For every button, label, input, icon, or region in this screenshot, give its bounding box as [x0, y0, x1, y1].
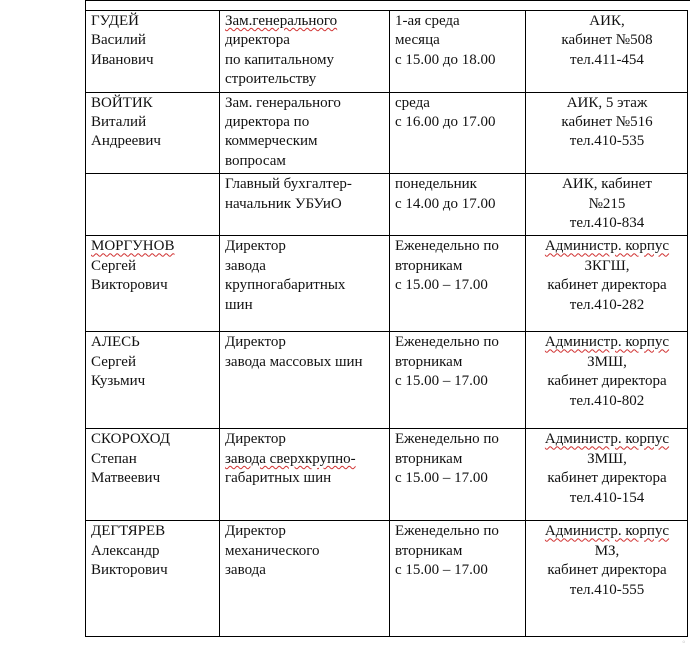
position-line: механического — [225, 542, 320, 559]
time-line: с 15.00 – 17.00 — [395, 562, 488, 579]
reception-time-cell — [390, 332, 526, 429]
name-line: Виталий — [91, 114, 147, 131]
location-cell — [526, 236, 688, 332]
time-line: вторникам — [395, 542, 463, 559]
position-line: Директор — [225, 334, 286, 351]
position-line: Зам.генерального — [225, 13, 338, 29]
place-line: ЗМШ, — [587, 353, 627, 370]
table-row — [86, 174, 688, 236]
position-line: Директор — [225, 523, 286, 540]
table-row — [86, 11, 688, 93]
place-line: кабинет №508 — [561, 32, 653, 49]
place-line: кабинет директора — [547, 562, 667, 579]
name-line: Андреевич — [91, 133, 161, 150]
person-name-cell — [86, 174, 220, 236]
name-line: Сергей — [91, 257, 136, 274]
location-cell — [526, 92, 688, 174]
name-line: Сергей — [91, 353, 136, 370]
place-line: тел.410-282 — [569, 296, 645, 313]
position-line: крупногабаритных — [225, 277, 346, 294]
name-line: ГУДЕЙ — [91, 13, 140, 29]
place-line: тел.410-535 — [569, 133, 645, 150]
position-cell — [220, 521, 390, 637]
person-name-cell — [86, 11, 220, 93]
reception-time-cell — [390, 236, 526, 332]
position-cell — [220, 92, 390, 174]
time-line: с 14.00 до 17.00 — [395, 195, 496, 212]
place-line: кабинет директора — [547, 470, 667, 487]
page-top-rule — [85, 0, 690, 1]
reception-time-cell — [390, 92, 526, 174]
location-cell — [526, 11, 688, 93]
time-line: понедельник — [395, 176, 477, 193]
time-line: с 16.00 до 17.00 — [395, 114, 496, 131]
time-line: Еженедельно по — [395, 334, 499, 351]
location-cell — [526, 174, 688, 236]
position-line: завода массовых шин — [225, 353, 363, 370]
time-line: с 15.00 до 18.00 — [395, 51, 496, 68]
time-line: с 15.00 – 17.00 — [395, 277, 488, 294]
position-line: директора по — [225, 114, 310, 131]
location-cell — [526, 332, 688, 429]
time-line: Еженедельно по — [395, 523, 499, 540]
position-line: Главный бухгалтер- — [225, 176, 352, 193]
place-line: Администр. корпус — [544, 431, 670, 448]
place-line: Администр. корпус — [544, 334, 670, 351]
position-line: коммерческим — [225, 133, 318, 150]
person-name-cell — [86, 236, 220, 332]
position-cell — [220, 11, 390, 93]
location-cell — [526, 429, 688, 521]
position-line: завода — [225, 562, 266, 579]
position-cell — [220, 332, 390, 429]
person-name-cell — [86, 521, 220, 637]
name-line: Матвеевич — [91, 470, 161, 487]
position-cell — [220, 429, 390, 521]
place-line: тел.410-555 — [569, 581, 645, 598]
place-line: Администр. корпус — [544, 238, 670, 255]
time-line: Еженедельно по — [395, 431, 499, 448]
name-line: МОРГУНОВ — [91, 238, 175, 255]
table-row — [86, 521, 688, 637]
position-line: габаритных шин — [225, 470, 332, 487]
time-line: 1-ая среда — [395, 13, 460, 29]
time-line: с 15.00 – 17.00 — [395, 373, 488, 390]
name-line: Степан — [91, 450, 137, 467]
place-line: кабинет №516 — [561, 114, 653, 131]
position-line: Зам. генерального — [225, 94, 341, 111]
person-name-cell — [86, 429, 220, 521]
name-line: Викторович — [91, 277, 168, 294]
table-row — [86, 332, 688, 429]
place-line: АИК, 5 этаж — [566, 94, 648, 111]
name-line: Василий — [91, 32, 146, 49]
time-line: месяца — [395, 32, 440, 49]
place-line: кабинет директора — [547, 277, 667, 294]
place-line: МЗ, — [594, 542, 620, 559]
reception-time-cell — [390, 429, 526, 521]
place-line: Администр. корпус — [544, 523, 670, 540]
reception-time-cell — [390, 521, 526, 637]
place-line: АИК, кабинет — [562, 176, 652, 193]
schedule-body — [86, 11, 688, 637]
name-line: Иванович — [91, 51, 154, 68]
time-line: вторникам — [395, 450, 463, 467]
name-line: СКОРОХОД — [91, 431, 171, 448]
reception-schedule-table — [85, 10, 688, 637]
place-line: АИК, — [589, 13, 625, 29]
position-line: завода — [225, 257, 266, 274]
table-row — [86, 92, 688, 174]
place-line: тел.410-834 — [569, 215, 645, 232]
place-line: тел.410-154 — [569, 489, 645, 506]
location-cell — [526, 521, 688, 637]
time-line: среда — [395, 94, 430, 111]
position-line: начальник УБУиО — [225, 195, 342, 212]
position-line: директора — [225, 32, 290, 49]
position-line: шин — [225, 296, 253, 313]
place-line: ЗКГШ, — [584, 257, 630, 274]
position-cell — [220, 236, 390, 332]
time-line: Еженедельно по — [395, 238, 499, 255]
position-line: по капитальному — [225, 51, 334, 68]
position-cell — [220, 174, 390, 236]
person-name-cell — [86, 92, 220, 174]
name-line: ДЕГТЯРЕВ — [91, 523, 166, 540]
place-line: №215 — [588, 195, 626, 212]
position-line: Директор — [225, 238, 286, 255]
name-line: Александр — [91, 542, 160, 559]
position-line: строительству — [225, 71, 317, 88]
time-line: с 15.00 – 17.00 — [395, 470, 488, 487]
name-line: Кузьмич — [91, 373, 146, 390]
name-line: ВОЙТИК — [91, 94, 153, 111]
reception-time-cell — [390, 11, 526, 93]
table-row — [86, 236, 688, 332]
name-line: АЛЕСЬ — [91, 334, 140, 351]
position-line: завода сверхкрупно- — [225, 450, 356, 467]
watermark-icon: ◦ — [682, 637, 686, 648]
name-line: Викторович — [91, 562, 168, 579]
place-line: кабинет директора — [547, 373, 667, 390]
position-line: вопросам — [225, 152, 286, 169]
place-line: тел.411-454 — [570, 51, 644, 68]
table-row — [86, 429, 688, 521]
person-name-cell — [86, 332, 220, 429]
time-line: вторникам — [395, 353, 463, 370]
place-line: тел.410-802 — [569, 392, 645, 409]
reception-time-cell — [390, 174, 526, 236]
place-line: ЗМШ, — [587, 450, 627, 467]
time-line: вторникам — [395, 257, 463, 274]
position-line: Директор — [225, 431, 286, 448]
